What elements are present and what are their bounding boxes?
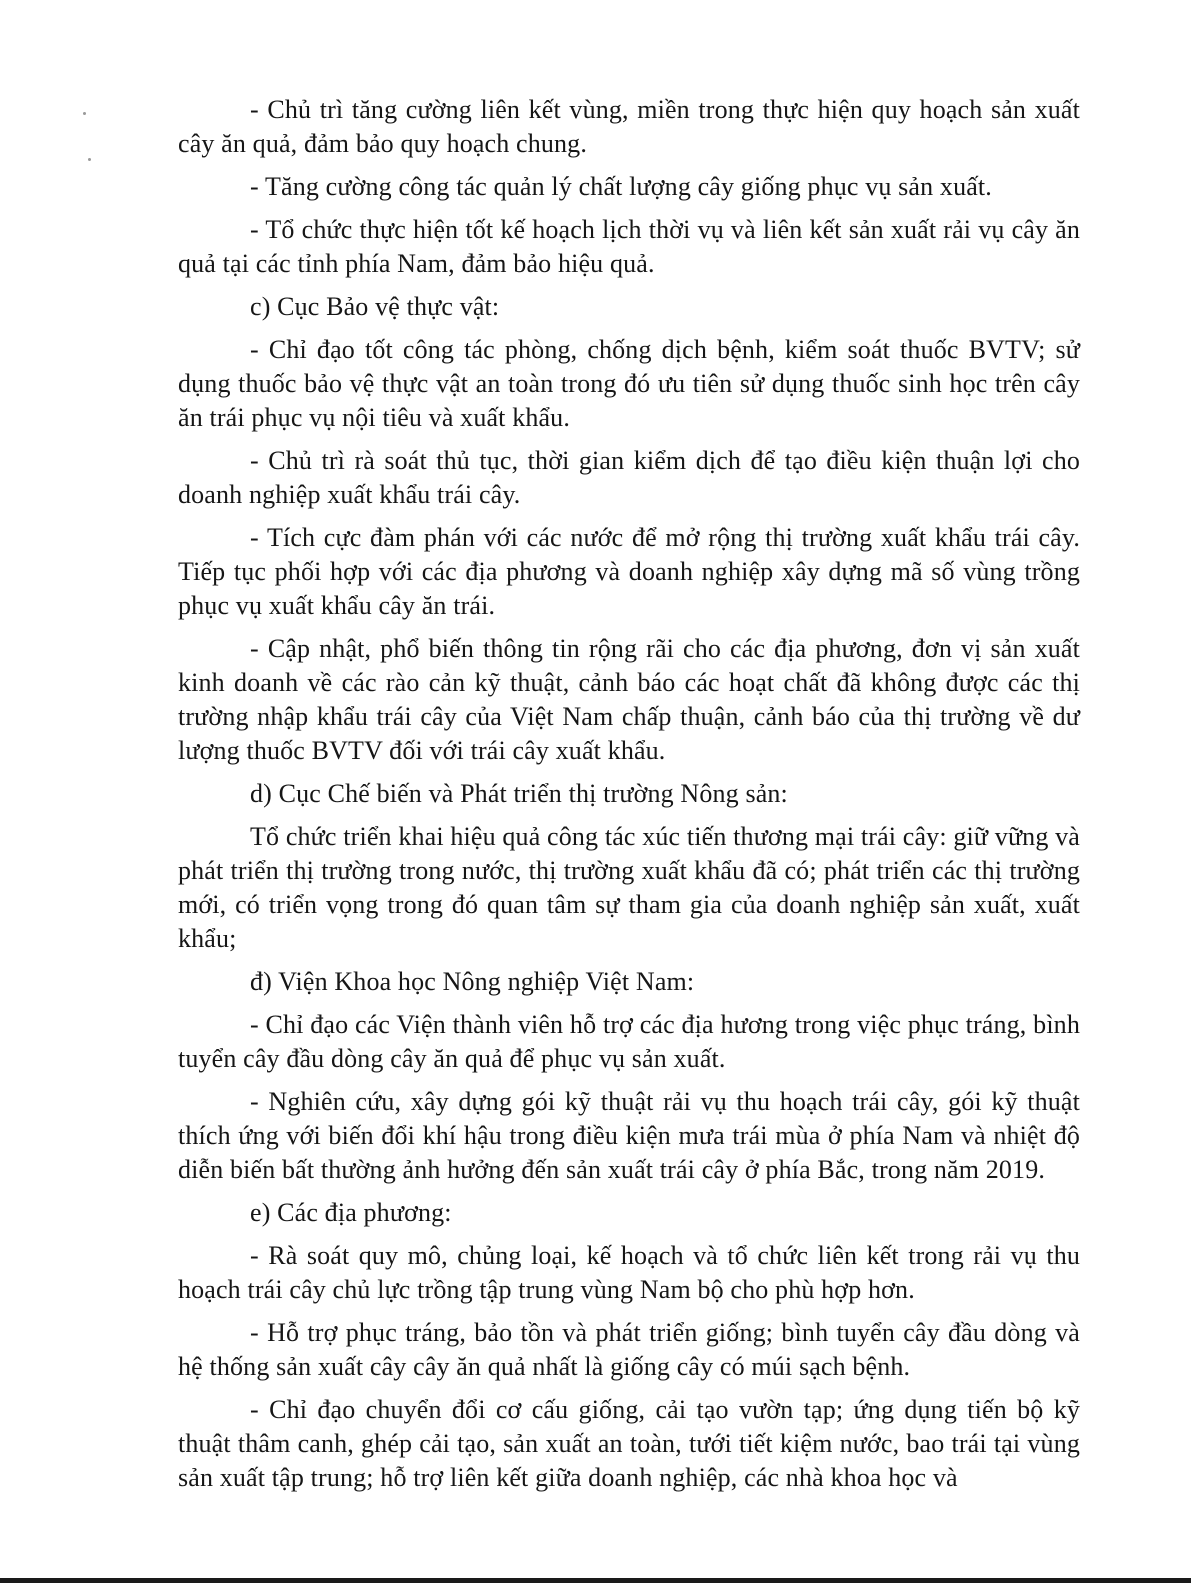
paragraph: - Chỉ đạo tốt công tác phòng, chống dịch bệnh, kiểm soát thuốc BVTV; sử dụng thuốc bảo vệ thực vật an toàn trong đó ưu tiên sử dụng thuốc sinh học trên cây ăn trái phục vụ nội tiêu và xuất khẩu. <box>178 335 1080 432</box>
paragraph: - Chỉ đạo chuyển đổi cơ cấu giống, cải tạo vườn tạp; ứng dụng tiến bộ kỹ thuật thâm canh, ghép cải tạo, sản xuất an toàn, tưới tiết kiệm nước, bao trái tại vùng sản xuất tập trung; hỗ trợ liên kết giữa doanh nghiệp, các nhà khoa học và <box>178 1395 1080 1492</box>
section-heading: đ) Viện Khoa học Nông nghiệp Việt Nam: <box>250 967 695 996</box>
paragraph: Tổ chức triển khai hiệu quả công tác xúc tiến thương mại trái cây: giữ vững và phát triển thị trường trong nước, thị trường xuất khẩu đã có; phát triển các thị trường mới, có triển vọng trong đó quan tâm sự tham gia của doanh nghiệp sản xuất, xuất khẩu; <box>178 822 1080 953</box>
document-body <box>178 93 1080 1504</box>
paragraph: - Chủ trì tăng cường liên kết vùng, miền trong thực hiện quy hoạch sản xuất cây ăn quả, đảm bảo quy hoạch chung. <box>178 95 1080 158</box>
paragraph: - Tích cực đàm phán với các nước để mở rộng thị trường xuất khẩu trái cây. Tiếp tục phối hợp với các địa phương và doanh nghiệp xây dựng mã số vùng trồng phục vụ xuất khẩu cây ăn trái. <box>178 523 1080 620</box>
paragraph: - Cập nhật, phổ biến thông tin rộng rãi cho các địa phương, đơn vị sản xuất kinh doanh về các rào cản kỹ thuật, cảnh báo các hoạt chất đã không được các thị trường nhập khẩu trái cây của Việt Nam chấp thuận, cảnh báo của thị trường về dư lượng thuốc BVTV đối với trái cây xuất khẩu. <box>178 634 1080 765</box>
paragraph: - Tăng cường công tác quản lý chất lượng cây giống phục vụ sản xuất. <box>250 172 992 201</box>
paragraph: - Chủ trì rà soát thủ tục, thời gian kiểm dịch để tạo điều kiện thuận lợi cho doanh nghiệp xuất khẩu trái cây. <box>178 446 1080 509</box>
paragraph: - Rà soát quy mô, chủng loại, kế hoạch và tổ chức liên kết trong rải vụ thu hoạch trái cây chủ lực trồng tập trung vùng Nam bộ cho phù hợp hơn. <box>178 1241 1080 1304</box>
paragraph: - Nghiên cứu, xây dựng gói kỹ thuật rải vụ thu hoạch trái cây, gói kỹ thuật thích ứng với biến đổi khí hậu trong điều kiện mưa trái mùa ở phía Nam và nhiệt độ diễn biến bất thường ảnh hưởng đến sản xuất trái cây ở phía Bắc, trong năm 2019. <box>178 1087 1080 1184</box>
scan-speck <box>83 112 86 115</box>
page-bottom-edge <box>0 1578 1191 1583</box>
paragraph: - Chỉ đạo các Viện thành viên hỗ trợ các địa hương trong việc phục tráng, bình tuyển cây đầu dòng cây ăn quả để phục vụ sản xuất. <box>178 1010 1080 1073</box>
scan-speck <box>88 158 91 161</box>
section-heading: c) Cục Bảo vệ thực vật: <box>250 292 500 321</box>
section-heading: e) Các địa phương: <box>250 1198 452 1227</box>
paragraph: - Tổ chức thực hiện tốt kế hoạch lịch thời vụ và liên kết sản xuất rải vụ cây ăn quả tại các tỉnh phía Nam, đảm bảo hiệu quả. <box>178 215 1080 278</box>
section-heading: d) Cục Chế biến và Phát triển thị trường Nông sản: <box>250 779 788 808</box>
paragraph: - Hỗ trợ phục tráng, bảo tồn và phát triển giống; bình tuyển cây đầu dòng và hệ thống sản xuất cây cây ăn quả nhất là giống cây có múi sạch bệnh. <box>178 1318 1080 1381</box>
